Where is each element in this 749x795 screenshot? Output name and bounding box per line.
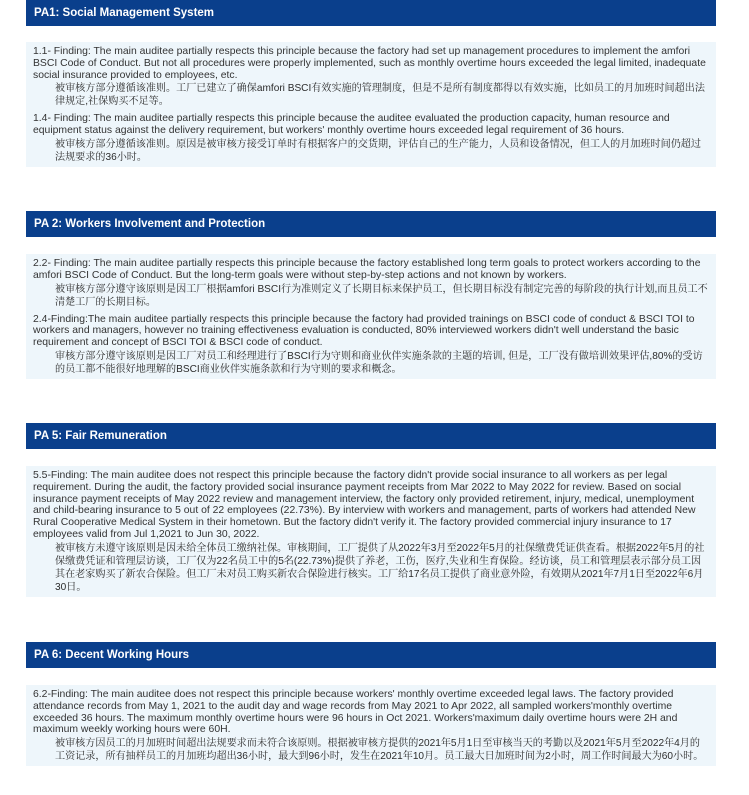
finding-1-1-zh: 被审核方部分遵循该准则。工厂已建立了确保amfori BSCI有效实施的管理制度，但是不是所有制度都得以有效实施，比如员工的月加班时间超出法律规定,社保购买不足等。 — [55, 83, 705, 108]
finding-2-2-zh: 被审核方部分遵守该原则是因工厂根据amfori BSCI行为准则定义了长期目标来保护员工，但长期目标没有制定完善的每阶段的执行计划,而且员工不清楚工厂的长期目标。 — [55, 283, 708, 308]
section-header-pa6: PA 6: Decent Working Hours — [26, 642, 716, 668]
section-header-pa2: PA 2: Workers Involvement and Protection — [26, 211, 716, 237]
finding-6-2-zh: 被审核方因员工的月加班时间超出法规要求而未符合该原则。根据被审核方提供的2021年5月1日至审核当天的考勤以及2021年5月至2022年4月的工资记录，所有抽样员工的月加班均超出36小时，最大到96小时，发生在2021年10月。员工最大日加班时间为2小时，周工作时间最大为60小时。 — [55, 738, 704, 763]
finding-5-5-zh: 被审核方未遵守该原则是因未给全体员工缴纳社保。审核期间，工厂提供了从2022年3月至2022年5月的社保缴费凭证供查看。根据2022年5月的社保缴费凭证和管理层访谈，工厂仅为22名员工中的5名(22.73%)提供了养老，工伤，医疗,失业和生育保险。经访谈，员工和管理层表示部分员工因其在老家购买了新农合保险。但工厂未对员工购买新农合保险进行核实。工厂给17名员工提供了商业意外险，有效期从2021年7月1日至2022年6月30日。 — [55, 542, 705, 593]
finding-2-4-en: 2.4-Finding:The main auditee partially respects this principle because the factory had provided trainings on BSCI code of conduct & BSCI TOI to workers and managers, however no training effectiveness evaluation is conducted, 80% interviewed workers didn't well understand the basic requirement and concept of BSCI TOI & BSCI code of conduct. — [33, 313, 695, 349]
finding-1-1-en: 1.1- Finding: The main auditee partially respects this principle because the factory had set up management procedures to implement the amfori BSCI Code of Conduct. But not all procedures were properly implemented, such as monthly overtime hours exceeded the legal limited, inadequate social insurance provided to employees, etc. — [33, 46, 706, 81]
finding-1-4-en: 1.4- Finding: The main auditee partially respects this principle because the auditee evaluated the production capacity, human resource and equipment status against the delivery requirement, but workers' monthly overtime hours exceeded legal requirement of 36 hours. — [33, 113, 670, 137]
finding-1-4-zh: 被审核方部分遵循该准则。原因是被审核方接受订单时有根据客户的交货期，评估自己的生产能力，人员和设备情况，但工人的月加班时间仍超过法规要求的36小时。 — [55, 138, 701, 163]
finding-2-4-zh: 审核方部分遵守该原则是因工厂对员工和经理进行了BSCI行为守则和商业伙伴实施条款的主题的培训, 但是，工厂没有做培训效果评估,80%的受访的员工都不能很好地理解的BSCI商业伙伴实施条款和行为守则的要求和概念。 — [55, 350, 703, 375]
section-body-pa2 — [26, 254, 716, 379]
section-header-pa5: PA 5: Fair Remuneration — [26, 423, 716, 449]
section-header-pa1: PA1: Social Management System — [26, 0, 716, 26]
finding-6-2-en: 6.2-Finding: The main auditee does not respect this principle because workers' monthly overtime exceeded legal laws. The factory provided attendance records from May 1, 2021 to the audit day and wage records from May 2021 to Apr 2022, all sampled workers'monthly overtime exceeded 36 hours. The maximum monthly overtime hours were 96 hours in Oct 2021. Workers'maximum daily overtime hours were 2H and maximum weekly working hours were 60H. — [33, 689, 678, 736]
finding-5-5-en: 5.5-Finding: The main auditee does not respect this principle because the factory didn't provide social insurance to all workers as per legal requirement. During the audit, the factory provided social insurance payment receipts from Mar 2022 to May 2022 for review. Based on social insurance payment receipts of May 2022 review and management interview, the factory only provided retirement, injury, medical, unemployment and child-bearing insurance to 5 out of 22 employees (22.73%). By interview with workers and management, parts of workers had attended New Rural Cooperative Medical System in their hometown. But the factory didn't verify it. The factory provided commercial injury insurance to 17 employees valid from Jul 1,2021 to Jun 30, 2022. — [33, 470, 696, 540]
finding-2-2-en: 2.2- Finding: The main auditee partially respects this principle because the factory established long term goals to protect workers according to the amfori BSCI Code of Conduct. But the long-term goals were without step-by-step actions and not known by workers. — [33, 258, 701, 281]
section-body-pa1 — [26, 42, 716, 167]
section-body-pa5 — [26, 466, 716, 597]
section-body-pa6 — [26, 685, 716, 766]
